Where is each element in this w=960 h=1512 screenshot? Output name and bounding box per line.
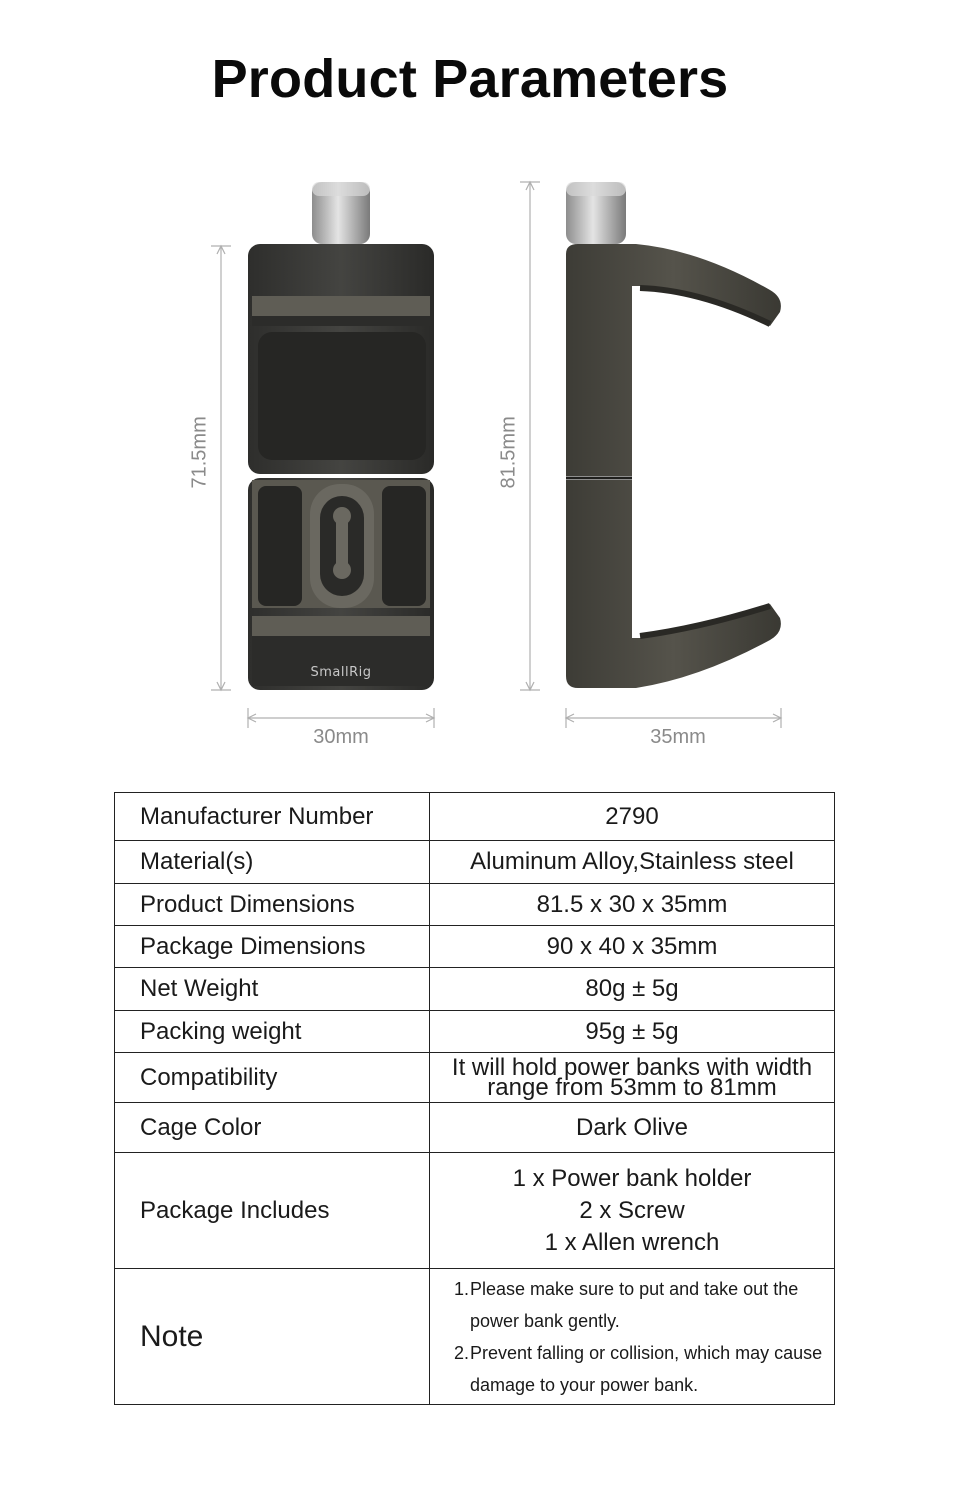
spec-row-package-dimensions	[115, 926, 835, 968]
page-title: Product Parameters	[211, 49, 729, 109]
spec-key: Packing weight	[115, 1011, 430, 1053]
spec-value: 80g ± 5g	[430, 968, 835, 1011]
spec-value: It will hold power banks with width range from 53mm to 81mm	[430, 1053, 835, 1103]
spec-row-net-weight	[115, 968, 835, 1011]
spec-row-compatibility	[115, 1053, 835, 1103]
spec-value: 2790	[430, 793, 835, 841]
brand-logo: SmallRig	[310, 665, 372, 680]
spec-value: Aluminum Alloy,Stainless steel	[430, 841, 835, 884]
note-list-cell	[430, 1269, 835, 1405]
front-width-label: 30mm	[313, 726, 369, 748]
product-illustration	[0, 170, 960, 770]
front-width-dimension-line	[248, 708, 434, 728]
spec-key: Note	[115, 1269, 430, 1405]
side-view-device	[566, 182, 781, 688]
spec-row-materials	[115, 841, 835, 884]
spec-row-cage-color	[115, 1103, 835, 1153]
side-height-label: 81.5mm	[497, 416, 520, 489]
front-height-label: 71.5mm	[188, 416, 211, 489]
product-dimension-figure	[0, 170, 960, 770]
spec-row-package-includes	[115, 1153, 835, 1269]
spec-key: Package Includes	[115, 1153, 430, 1269]
note-text-line: damage to your power bank.	[470, 1374, 699, 1395]
front-view-device	[248, 182, 434, 690]
spec-value: 90 x 40 x 35mm	[430, 926, 835, 968]
spec-value: 95g ± 5g	[430, 1011, 835, 1053]
list-item: 2.Prevent falling or collision, which may cause	[454, 1342, 823, 1363]
side-width-dimension-line	[566, 708, 781, 728]
spec-key: Manufacturer Number	[115, 793, 430, 841]
spec-key: Product Dimensions	[115, 884, 430, 926]
list-item: 2 x Screw	[579, 1196, 685, 1224]
list-item	[470, 1369, 834, 1401]
list-item: 1.Please make sure to put and take out the	[454, 1278, 799, 1299]
spec-key: Package Dimensions	[115, 926, 430, 968]
spec-key: Material(s)	[115, 841, 430, 884]
front-height-dimension-line	[211, 246, 231, 690]
note-text-line: Please make sure to put and take out the	[470, 1278, 799, 1299]
side-height-dimension-line	[520, 182, 540, 690]
note-text-line: Prevent falling or collision, which may cause	[470, 1342, 823, 1363]
package-includes-list	[430, 1153, 835, 1269]
spec-row-packing-weight	[115, 1011, 835, 1053]
spec-key: Net Weight	[115, 968, 430, 1011]
spec-key: Cage Color	[115, 1103, 430, 1153]
list-item: 1 x Allen wrench	[544, 1228, 720, 1256]
note-list	[430, 1273, 834, 1401]
note-text-line: power bank gently.	[470, 1310, 620, 1331]
spec-row-manufacturer-number	[115, 793, 835, 841]
spec-value: Dark Olive	[430, 1103, 835, 1153]
side-width-label: 35mm	[650, 726, 706, 748]
list-item	[470, 1305, 834, 1337]
spec-value: 81.5 x 30 x 35mm	[430, 884, 835, 926]
spec-table	[114, 792, 835, 1405]
spec-row-product-dimensions	[115, 884, 835, 926]
spec-row-note	[115, 1269, 835, 1405]
spec-key: Compatibility	[115, 1053, 430, 1103]
list-item: 1 x Power bank holder	[512, 1164, 752, 1192]
